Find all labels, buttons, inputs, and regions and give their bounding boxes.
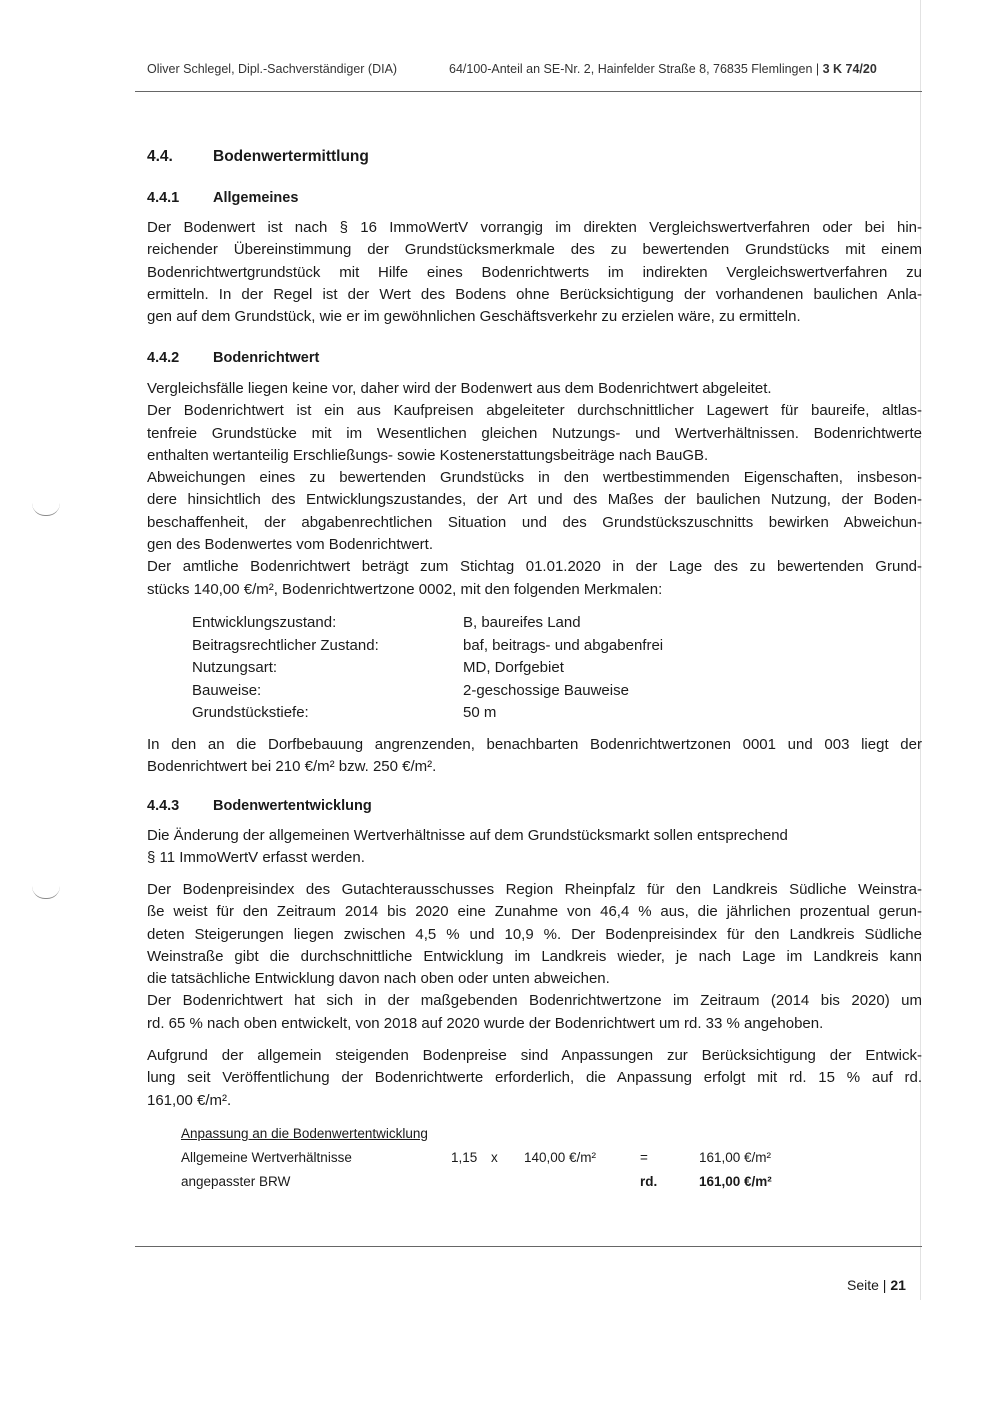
feature-row: Grundstückstiefe: 50 m: [192, 704, 497, 721]
feature-row: Beitragsrechtlicher Zustand: baf, beitrags- und abgabenfrei: [192, 636, 664, 654]
feature-row: Entwicklungszustand: B, baureifes Land: [192, 614, 581, 631]
subsection-heading-allgemeines: 4.4.1 Allgemeines: [147, 190, 299, 206]
calc-result: 161,00 €/m²: [699, 1150, 772, 1165]
feature-list: [192, 612, 792, 725]
paragraph-bodenrichtwert: Vergleichsfälle liegen keine vor, daher wird der Bodenwert aus dem Bodenrichtwert abgeleitet. Der Bodenrichtwert ist ein aus Kaufpreisen abgeleiteter durchschnittlicher Lagewert für baureife, altlas- tenfreie Grundstücke mit im Wesentlichen gleichen Nutzungs- und Wertverhältnissen. Bodenrichtwerte enthalten wertanteilig Erschließungs- sowie Kostenerstattungsbeiträge nach BauGB. Abweichungen eines zu bewertenden Grundstücks in den wertbestimmenden Eigenschaften, insbeson- dere hinsichtlich des Entwicklungszustandes, der Art und des Maßes der baulichen Nutzung, der Boden- beschaffenheit, der abgabenrechtlichen Situation und des Grundstückszuschnitts bewirken Abweichun- gen des Bodenwertes vom Bodenrichtwert. Der amtliche Bodenrichtwert beträgt zum Stichtag 01.01.2020 in der Lage des zu bewertenden Grund- stücks 140,00 €/m², Bodenrichtwertzone 0002, mit den folgenden Merkmalen:: [147, 380, 922, 598]
page-number: Seite | 21: [847, 1277, 906, 1293]
header-rule: [135, 91, 922, 92]
calc-rounded: rd.: [640, 1174, 658, 1189]
subsection-heading-bodenrichtwert: 4.4.2 Bodenrichtwert: [147, 350, 320, 366]
header-case-number: 3 K 74/20: [822, 62, 877, 76]
punch-mark: [32, 886, 60, 899]
calculation-title: Anpassung an die Bodenwertentwicklung: [181, 1126, 428, 1141]
calc-label: Allgemeine Wertverhältnisse: [181, 1150, 352, 1165]
paragraph-anpassung: Aufgrund der allgemein steigenden Bodenpreise sind Anpassungen zur Berücksichtigung der Entwick- lung seit Veröffentlichung der Bodenrichtwerte erforderlich, die Anpassung erfolgt mit rd. 15 % auf rd. 161,00 €/m².: [147, 1047, 922, 1109]
feature-row: Nutzungsart: MD, Dorfgebiet: [192, 659, 564, 676]
paragraph-allgemeines: Der Bodenwert ist nach § 16 ImmoWertV vorrangig im direkten Vergleichswertverfahren oder bei hin- reichender Übereinstimmung der Grundstücksmerkmale des zu bewertenden Grundstücks mit einem Bodenrichtwertgrundstück mit Hilfe eines Bodenrichtwerts im indirekten Vergleichswertverfahren zu ermitteln. In der Regel ist der Wert des Bodens ohne Berücksichtigung der vorhandenen baulichen Anla- gen auf dem Grundstück, wie er im gewöhnlichen Geschäftsverkehr zu erzielen wäre, zu ermitteln.: [147, 219, 922, 326]
subsection-heading-bodenwertentwicklung: 4.4.3 Bodenwertentwicklung: [147, 798, 372, 814]
header-author: Oliver Schlegel, Dipl.-Sachverständiger (DIA): [147, 62, 398, 76]
paragraph-wertverhaeltnisse: Die Änderung der allgemeinen Wertverhältnisse auf dem Grundstücksmarkt sollen entsprechend § 11 ImmoWertV erfasst werden.: [147, 827, 788, 867]
calc-factor: 1,15: [451, 1150, 478, 1165]
calc-operator: x: [491, 1150, 498, 1165]
paragraph-neighbour-zones: In den an die Dorfbebauung angrenzenden, benachbarten Bodenrichtwertzonen 0001 und 003 liegt der Bodenrichtwert bei 210 €/m² bzw. 250 €/m².: [147, 736, 922, 776]
calc-base-value: 140,00 €/m²: [524, 1150, 597, 1165]
calc-label: angepasster BRW: [181, 1174, 291, 1189]
punch-mark: [32, 503, 60, 516]
calc-equals: =: [640, 1150, 648, 1165]
footer-rule: [135, 1246, 922, 1247]
feature-row: Bauweise: 2-geschossige Bauweise: [192, 681, 629, 699]
paragraph-bodenpreisindex: Der Bodenpreisindex des Gutachterausschusses Region Rheinpfalz für den Landkreis Südliche Weinstra- ße weist für den Zeitraum 2014 bis 2020 eine Zunahme von 46,4 % aus, die jährlichen prozentual gerun- deten Steigerungen liegen zwischen 4,5 % und 10,9 %. Der Bodenpreisindex für den Landkreis Südliche Weinstraße gibt die durchschnittliche Entwicklung im Landkreis wieder, je nach Lage im Landkreis kann die tatsächliche Entwicklung davon nach oben oder unten abweichen. Der Bodenrichtwert hat sich in der maßgebenden Bodenrichtwertzone im Zeitraum (2014 bis 2020) um rd. 65 % nach oben entwickelt, von 2018 auf 2020 wurde der Bodenrichtwert um rd. 33 % angehoben.: [147, 881, 922, 1032]
calc-final-result: 161,00 €/m²: [699, 1174, 772, 1189]
header-property: 64/100-Anteil an SE-Nr. 2, Hainfelder Straße 8, 76835 Flemlingen | 3 K 74/20: [449, 62, 877, 76]
section-heading: 4.4. Bodenwertermittlung: [147, 148, 369, 165]
